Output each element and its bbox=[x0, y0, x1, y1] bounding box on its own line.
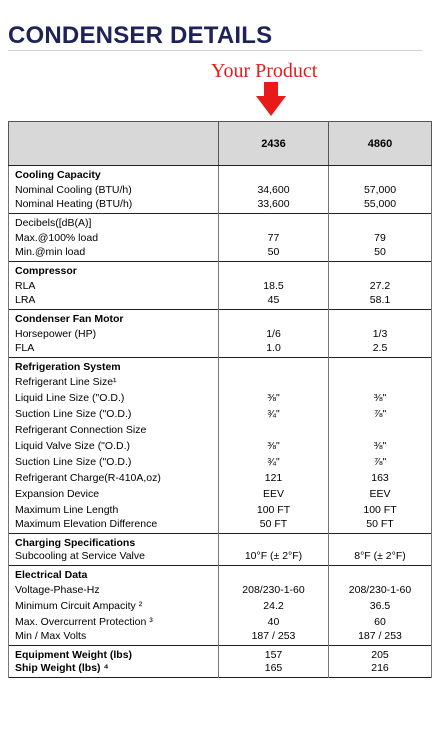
header-blank-cell bbox=[9, 122, 219, 166]
spec-value-4860: ⅜" bbox=[329, 390, 432, 406]
spec-label: Maximum Elevation Difference bbox=[9, 518, 219, 534]
spec-value-2436: 24.2 bbox=[219, 598, 329, 614]
spec-row bbox=[9, 214, 432, 230]
spec-value-4860 bbox=[329, 422, 432, 438]
spec-value-2436: 10°F (± 2°F) bbox=[219, 550, 329, 566]
spec-value-4860 bbox=[329, 310, 432, 326]
spec-value-4860 bbox=[329, 534, 432, 550]
spec-value-2436: ⅜" bbox=[219, 390, 329, 406]
spec-value-2436: 50 FT bbox=[219, 518, 329, 534]
spec-label: Compressor bbox=[9, 262, 219, 278]
spec-value-4860 bbox=[329, 166, 432, 182]
spec-value-4860 bbox=[329, 262, 432, 278]
spec-value-4860: 205 bbox=[329, 646, 432, 662]
spec-row bbox=[9, 262, 432, 278]
spec-value-4860: ⅞" bbox=[329, 454, 432, 470]
spec-label: Min.@min load bbox=[9, 246, 219, 262]
spec-section bbox=[9, 166, 432, 214]
spec-section bbox=[9, 534, 432, 566]
spec-value-4860: 163 bbox=[329, 470, 432, 486]
spec-label: Equipment Weight (lbs) bbox=[9, 646, 219, 662]
spec-value-2436: ¾" bbox=[219, 406, 329, 422]
spec-row bbox=[9, 486, 432, 502]
spec-value-4860: ⅞" bbox=[329, 406, 432, 422]
spec-row bbox=[9, 326, 432, 342]
spec-value-2436: EEV bbox=[219, 486, 329, 502]
spec-value-2436: 50 bbox=[219, 246, 329, 262]
spec-label: Electrical Data bbox=[9, 566, 219, 582]
spec-section bbox=[9, 262, 432, 310]
spec-value-2436: ¾" bbox=[219, 454, 329, 470]
spec-row bbox=[9, 182, 432, 198]
spec-value-4860: EEV bbox=[329, 486, 432, 502]
spec-row bbox=[9, 422, 432, 438]
model-4860-header: 4860 bbox=[329, 122, 432, 166]
page-title: CONDENSER DETAILS bbox=[8, 22, 273, 49]
model-2436-header: 2436 bbox=[219, 122, 329, 166]
spec-value-2436: 34,600 bbox=[219, 182, 329, 198]
spec-value-2436 bbox=[219, 566, 329, 582]
spec-label: Cooling Capacity bbox=[9, 166, 219, 182]
spec-label: RLA bbox=[9, 278, 219, 294]
spec-value-4860: 187 / 253 bbox=[329, 630, 432, 646]
spec-label: Min / Max Volts bbox=[9, 630, 219, 646]
spec-value-2436: 208/230-1-60 bbox=[219, 582, 329, 598]
spec-row bbox=[9, 534, 432, 550]
spec-value-2436 bbox=[219, 262, 329, 278]
spec-row bbox=[9, 646, 432, 662]
spec-label: Liquid Valve Size ("O.D.) bbox=[9, 438, 219, 454]
spec-row bbox=[9, 294, 432, 310]
spec-value-2436: 1.0 bbox=[219, 342, 329, 358]
spec-row bbox=[9, 454, 432, 470]
spec-row bbox=[9, 246, 432, 262]
spec-row bbox=[9, 662, 432, 678]
spec-value-2436 bbox=[219, 214, 329, 230]
spec-value-4860 bbox=[329, 566, 432, 582]
spec-row bbox=[9, 550, 432, 566]
spec-value-2436: 187 / 253 bbox=[219, 630, 329, 646]
spec-value-2436: ⅜" bbox=[219, 438, 329, 454]
spec-value-4860: 8°F (± 2°F) bbox=[329, 550, 432, 566]
spec-value-2436: 45 bbox=[219, 294, 329, 310]
spec-value-2436: 165 bbox=[219, 662, 329, 678]
spec-row bbox=[9, 374, 432, 390]
spec-value-4860: 27.2 bbox=[329, 278, 432, 294]
arrow-down-icon bbox=[256, 82, 286, 116]
spec-row bbox=[9, 582, 432, 598]
spec-section bbox=[9, 214, 432, 262]
spec-value-4860: 50 FT bbox=[329, 518, 432, 534]
spec-value-2436: 100 FT bbox=[219, 502, 329, 518]
spec-section bbox=[9, 566, 432, 646]
condenser-spec-table bbox=[8, 121, 432, 678]
spec-row bbox=[9, 614, 432, 630]
spec-value-4860: 216 bbox=[329, 662, 432, 678]
spec-value-4860: 57,000 bbox=[329, 182, 432, 198]
spec-label: Subcooling at Service Valve bbox=[9, 550, 219, 566]
spec-value-4860: 58.1 bbox=[329, 294, 432, 310]
spec-value-2436 bbox=[219, 310, 329, 326]
spec-value-2436 bbox=[219, 358, 329, 374]
spec-row bbox=[9, 502, 432, 518]
arrow-head bbox=[256, 96, 286, 116]
spec-row bbox=[9, 390, 432, 406]
spec-value-4860: 2.5 bbox=[329, 342, 432, 358]
spec-label: Refrigerant Charge(R-410A,oz) bbox=[9, 470, 219, 486]
spec-value-2436: 33,600 bbox=[219, 198, 329, 214]
spec-label: Liquid Line Size ("O.D.) bbox=[9, 390, 219, 406]
spec-value-4860: 79 bbox=[329, 230, 432, 246]
spec-row bbox=[9, 470, 432, 486]
spec-row bbox=[9, 278, 432, 294]
spec-value-2436 bbox=[219, 534, 329, 550]
spec-row bbox=[9, 406, 432, 422]
spec-label: Suction Line Size ("O.D.) bbox=[9, 454, 219, 470]
spec-label: Refrigeration System bbox=[9, 358, 219, 374]
title-divider bbox=[8, 50, 422, 51]
spec-label: Decibels([dB(A)] bbox=[9, 214, 219, 230]
spec-value-2436: 121 bbox=[219, 470, 329, 486]
spec-row bbox=[9, 166, 432, 182]
spec-row bbox=[9, 566, 432, 582]
spec-row bbox=[9, 230, 432, 246]
spec-label: Condenser Fan Motor bbox=[9, 310, 219, 326]
spec-label: Suction Line Size ("O.D.) bbox=[9, 406, 219, 422]
spec-row bbox=[9, 310, 432, 326]
spec-value-2436: 1/6 bbox=[219, 326, 329, 342]
spec-label: Refrigerant Line Size¹ bbox=[9, 374, 219, 390]
spec-label: LRA bbox=[9, 294, 219, 310]
spec-value-4860 bbox=[329, 214, 432, 230]
spec-value-2436: 18.5 bbox=[219, 278, 329, 294]
spec-value-2436: 40 bbox=[219, 614, 329, 630]
spec-label: FLA bbox=[9, 342, 219, 358]
arrow-shaft bbox=[264, 82, 278, 98]
spec-section bbox=[9, 310, 432, 358]
spec-row bbox=[9, 342, 432, 358]
your-product-callout: Your Product bbox=[211, 60, 318, 82]
spec-label: Expansion Device bbox=[9, 486, 219, 502]
spec-value-2436 bbox=[219, 422, 329, 438]
spec-label: Charging Specifications bbox=[9, 534, 219, 550]
spec-label: Maximum Line Length bbox=[9, 502, 219, 518]
spec-row bbox=[9, 358, 432, 374]
spec-label: Minimum Circuit Ampacity ² bbox=[9, 598, 219, 614]
spec-label: Horsepower (HP) bbox=[9, 326, 219, 342]
spec-label: Max.@100% load bbox=[9, 230, 219, 246]
spec-row bbox=[9, 630, 432, 646]
spec-value-4860: 50 bbox=[329, 246, 432, 262]
spec-value-2436 bbox=[219, 374, 329, 390]
spec-value-4860 bbox=[329, 358, 432, 374]
spec-row bbox=[9, 438, 432, 454]
spec-label: Ship Weight (lbs) ⁴ bbox=[9, 662, 219, 678]
spec-label: Nominal Heating (BTU/h) bbox=[9, 198, 219, 214]
spec-section bbox=[9, 646, 432, 678]
spec-value-2436: 157 bbox=[219, 646, 329, 662]
spec-value-4860: 208/230-1-60 bbox=[329, 582, 432, 598]
spec-value-4860: ⅜" bbox=[329, 438, 432, 454]
spec-row bbox=[9, 198, 432, 214]
spec-value-2436: 77 bbox=[219, 230, 329, 246]
spec-value-4860: 1/3 bbox=[329, 326, 432, 342]
spec-value-4860: 100 FT bbox=[329, 502, 432, 518]
spec-section bbox=[9, 358, 432, 534]
spec-label: Max. Overcurrent Protection ³ bbox=[9, 614, 219, 630]
spec-row bbox=[9, 598, 432, 614]
spec-row bbox=[9, 518, 432, 534]
spec-label: Voltage-Phase-Hz bbox=[9, 582, 219, 598]
model-header-row bbox=[9, 122, 432, 166]
spec-label: Refrigerant Connection Size bbox=[9, 422, 219, 438]
spec-value-2436 bbox=[219, 166, 329, 182]
spec-value-4860: 36.5 bbox=[329, 598, 432, 614]
spec-value-4860: 60 bbox=[329, 614, 432, 630]
spec-value-4860 bbox=[329, 374, 432, 390]
spec-label: Nominal Cooling (BTU/h) bbox=[9, 182, 219, 198]
spec-value-4860: 55,000 bbox=[329, 198, 432, 214]
